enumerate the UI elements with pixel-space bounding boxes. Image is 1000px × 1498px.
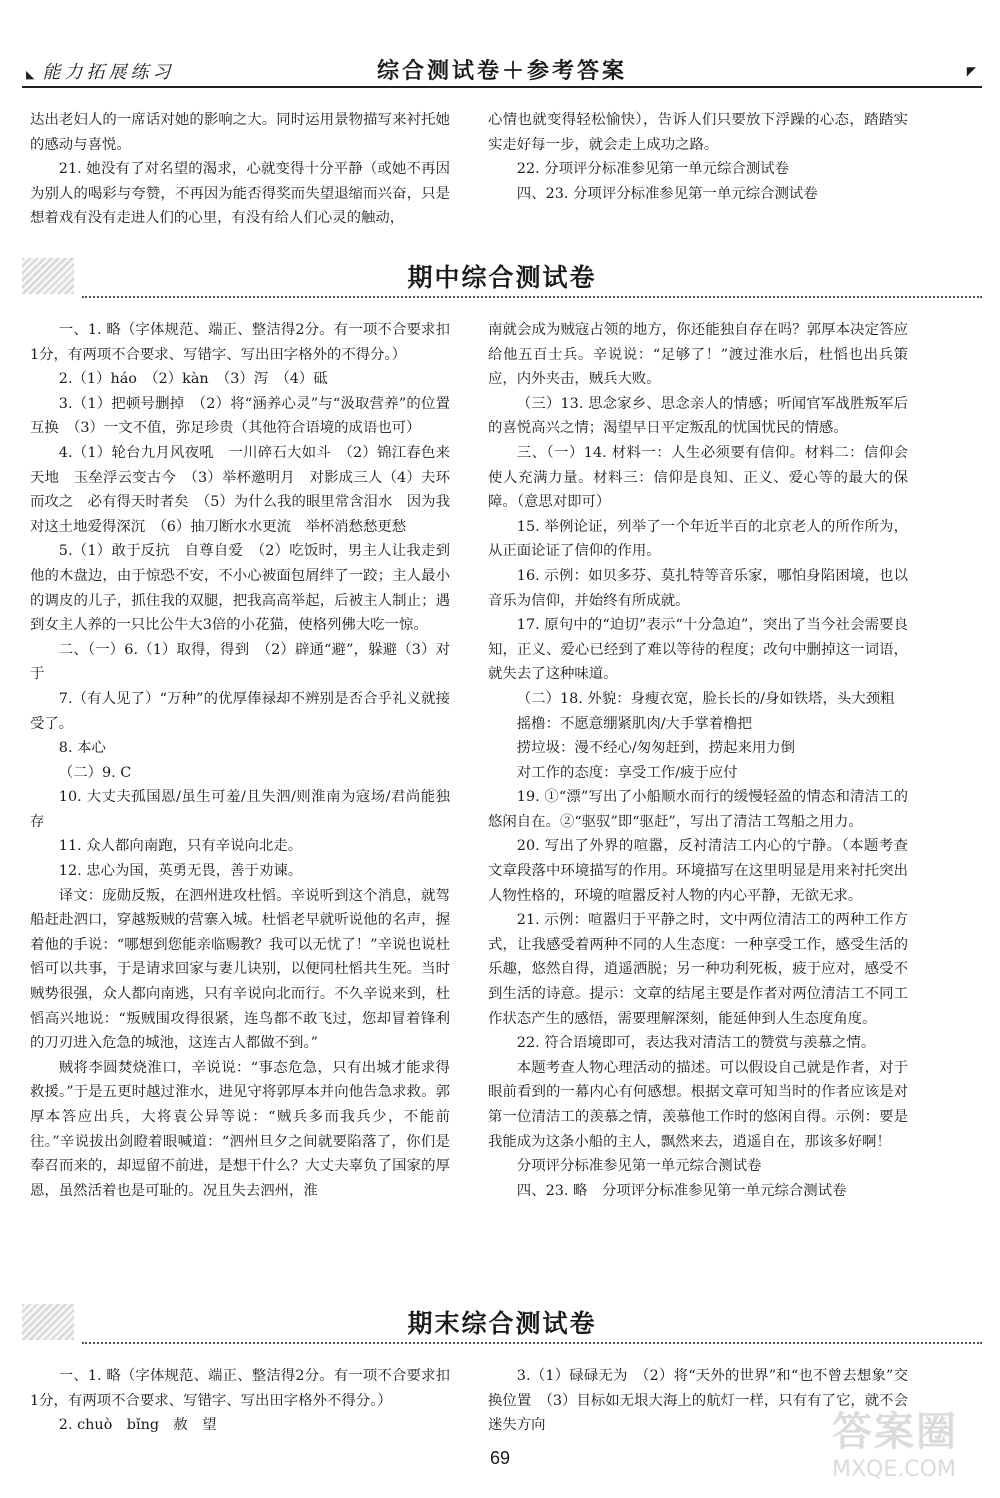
answer-paragraph: 2. chuò bǐng 赦 望 <box>58 1417 217 1434</box>
answer-paragraph: 16. 示例：如贝多芬、莫扎特等音乐家，哪怕身陷困境，也以音乐为信仰，并始终有所成就。 <box>488 567 908 609</box>
answer-paragraph: 摇橹：不愿意绷紧肌肉/大手掌着橹把 <box>516 715 752 732</box>
midterm-left-column <box>30 318 450 1203</box>
midterm-right-column <box>488 318 908 1203</box>
page-number: 69 <box>489 1448 511 1468</box>
section-divider <box>82 296 982 298</box>
final-left-column <box>30 1364 450 1438</box>
answer-paragraph: 21. 示例：喧嚣归于平静之时，文中两位清洁工的两种工作方式，让我感受着两种不同的人生态度：一种享受工作，感受生活的乐趣，悠然自得，逍遥洒脱；另一种功利死板，疲于应对，感受不到生活的诗意。提示：文章的结尾主要是作者对两位清洁工不同工作状态产生的感悟，需要理解深刻，能延伸到人生态度角度。 <box>488 912 908 1027</box>
answer-paragraph: 12. 忠心为国，英勇无畏，善于劝谏。 <box>58 863 303 880</box>
answer-paragraph: 一、1. 略（字体规范、端正、整洁得2分。有一项不合要求扣1分，有两项不合要求、写错字、写出田字格外的不得分。） <box>30 322 450 363</box>
answer-paragraph: 5.（1）敢于反抗 自尊自爱 （2）吃饭时，男主人让我走到他的木盘边，由于惊恐不安，不小心被面包屑绊了一跤；主人最小的调皮的儿子，抓住我的双腿，把我高高举起，后被主人制止；遇到女主人养的一只比公牛大3倍的小花猫，使格列佛大吃一惊。 <box>30 543 450 634</box>
midterm-section-bar <box>22 254 982 298</box>
site-watermark <box>832 1400 982 1490</box>
watermark-logo-text: 答案圈 <box>832 1409 958 1455</box>
watermark-url: MXQE.COM <box>832 1457 956 1482</box>
answer-paragraph: 四、23. 略 分项评分标准参见第一单元综合测试卷 <box>516 1182 847 1199</box>
answer-paragraph: 17. 原句中的“迫切”表示“十分急迫”，突出了当今社会需要良知，正义、爱心已经到了难以等待的程度；改句中删掉这一词语，就失去了这种味道。 <box>488 617 908 683</box>
header-corner-mark: ◤ <box>966 64 976 78</box>
answer-paragraph: 2.（1）háo （2）kàn （3）泻 （4）砥 <box>58 371 328 388</box>
midterm-title: 期中综合测试卷 <box>407 263 597 292</box>
answer-paragraph: 11. 众人都向南跑，只有辛说向北走。 <box>58 838 303 855</box>
answer-paragraph: （二）18. 外貌：身瘦衣宽，脸长长的/身如铁塔，头大颈粗 <box>516 690 895 707</box>
page-header <box>22 52 982 88</box>
answer-paragraph: （二）9. C <box>58 764 132 781</box>
answer-paragraph: 20. 写出了外界的喧嚣，反衬清洁工内心的宁静。（本题考查文章段落中环境描写的作用。环境描写在这里明显是用来衬托突出人物性格的，环境的喧嚣反衬人物的内心平静，无欲无求。 <box>488 838 908 904</box>
answer-paragraph: 二、（一）6.（1）取得，得到 （2）辟通“避”，躲避（3）对于 <box>30 641 450 683</box>
header-book-title: 综合测试卷＋参考答案 <box>376 59 627 84</box>
answer-paragraph: 对工作的态度：享受工作/疲于应付 <box>516 764 738 781</box>
answer-paragraph: 译文：庞勋反叛，在泗州进攻杜慆。辛说听到这个消息，就驾船赶赴泗口，穿越叛贼的营寨入城。杜慆老早就听说他的名声，握着他的手说：“哪想到您能亲临赐教？我可以无忧了！”辛说也说杜慆可以共事，于是请求回家与妻儿诀别，以便同杜慆共生死。当时贼势很强，众人都向南逃，只有辛说向北而行。不久辛说来到，杜慆高兴地说：“叛贼围攻得很紧，连鸟都不敢飞过，您却冒着锋利的刀刃进入危急的城池，这连古人都做不到。” <box>30 887 450 1052</box>
answer-paragraph: 三、（一）14. 材料一：人生必须要有信仰。材料二：信仰会使人充满力量。材料三：信仰是良知、正义、爱心等的最大的保障。（意思对即可） <box>488 444 908 511</box>
answer-paragraph: 7.（有人见了）“万种”的优厚俸禄却不辨别是否合乎礼义就接受了。 <box>30 690 450 732</box>
answer-paragraph: 4.（1）轮台九月风夜吼 一川碎石大如斗 （2）锦江春色来天地 玉垒浮云变古今 （3）举杯邀明月 对影成三人（4）夫环而攻之 必有得天时者矣 （5）为什么我的眼里常含泪水 因为我对这土地爱得深沉 （6）抽刀断水水更流 举杯消愁愁更愁 <box>30 444 450 535</box>
answer-paragraph: 8. 本心 <box>58 740 106 757</box>
section-divider <box>82 1342 982 1344</box>
answer-paragraph: 22. 分项评分标准参见第一单元综合测试卷 <box>516 161 789 178</box>
answer-paragraph: 达出老妇人的一席话对她的影响之大。同时运用景物描写来衬托她的感动与喜悦。 <box>30 112 450 153</box>
answer-paragraph: 3.（1）碌碌无为 （2）将“天外的世界”和“也不曾去想象”交换位置 （3）目标如无垠大海上的航灯一样，只有有了它，就不会迷失方向 <box>488 1368 908 1434</box>
answer-paragraph: 3.（1）把顿号删掉 （2）将“涵养心灵”与“汲取营养”的位置互换 （3）一文不值，弥足珍贵（其他符合语境的成语也可） <box>30 395 450 437</box>
answer-paragraph: 15. 举例论证，列举了一个年近半百的北京老人的所作所为，从正面论证了信仰的作用。 <box>488 518 908 560</box>
top-left-column <box>30 108 450 231</box>
header-series-title: ◣ 能力拓展练习 <box>26 58 174 84</box>
answer-paragraph: 捞垃圾：漫不经心/匆匆赶到，捞起来用力倒 <box>516 740 796 757</box>
answer-paragraph: 本题考查人物心理活动的描述。可以假设自己就是作者，对于眼前看到的一幕内心有何感想。根据文章可知当时的作者应该是对第一位清洁工的羡慕之情，羡慕他工作时的悠闲自得。示例：要是我能成为这条小船的主人，飘然来去，逍遥自在，那该多好啊！ <box>488 1059 908 1150</box>
answer-paragraph: 22. 符合语境即可，表达我对清洁工的赞赏与羡慕之情。 <box>516 1035 876 1052</box>
answer-paragraph: 心情也就变得轻松愉快），告诉人们只要放下浮躁的心态，踏踏实实走好每一步，就会走上成功之路。 <box>488 112 908 153</box>
final-title: 期末综合测试卷 <box>407 1309 597 1338</box>
answer-paragraph: 南就会成为贼寇占领的地方，你还能独自存在吗？郭厚本决定答应给他五百士兵。辛说说：“足够了！”渡过淮水后，杜慆也出兵策应，内外夹击，贼兵大败。 <box>488 322 908 388</box>
final-section-bar <box>22 1300 982 1344</box>
answer-paragraph: 一、1. 略（字体规范、端正、整洁得2分。有一项不合要求扣1分，有两项不合要求、写错字、写出田字格外不得分。） <box>30 1368 450 1409</box>
top-right-column <box>488 108 908 206</box>
answer-paragraph: 分项评分标准参见第一单元综合测试卷 <box>516 1158 762 1175</box>
answer-paragraph: 19. ①“漂”写出了小船顺水而行的缓慢轻盈的情态和清洁工的悠闲自在。②“驱驭”即“驱赶”，写出了清洁工驾船之用力。 <box>488 789 908 830</box>
answer-paragraph: 10. 大丈夫孤国恩/虽生可羞/且失泗/则淮南为寇场/君尚能独存 <box>30 789 450 830</box>
answer-paragraph: 21. 她没有了对名望的渴求，心就变得十分平静（或她不再因为别人的喝彩与夸赞，不再因为能否得奖而失望退缩而兴奋，只是想着戏有没有走进人们的心里，有没有给人们心灵的触动， <box>30 161 450 227</box>
answer-paragraph: 贼将李圆焚烧淮口，辛说说：“事态危急，只有出城才能求得救援。”于是五更时越过淮水，进见守将郭厚本并向他告急求救。郭厚本答应出兵，大将袁公异等说：“贼兵多而我兵少，不能前往。”辛说拔出剑瞪着眼喊道：“泗州旦夕之间就要陷落了，你们是奉召而来的，却逗留不前进，是想干什么？大丈夫辜负了国家的厚恩，虽然活着也是可耻的。况且失去泗州，淮 <box>30 1059 450 1199</box>
answer-paragraph: 四、23. 分项评分标准参见第一单元综合测试卷 <box>516 185 818 202</box>
answer-paragraph: （三）13. 思念家乡、思念亲人的情感；听闻官军战胜叛军后的喜悦高兴之情；渴望早日平定叛乱的忧国忧民的情感。 <box>488 395 908 437</box>
